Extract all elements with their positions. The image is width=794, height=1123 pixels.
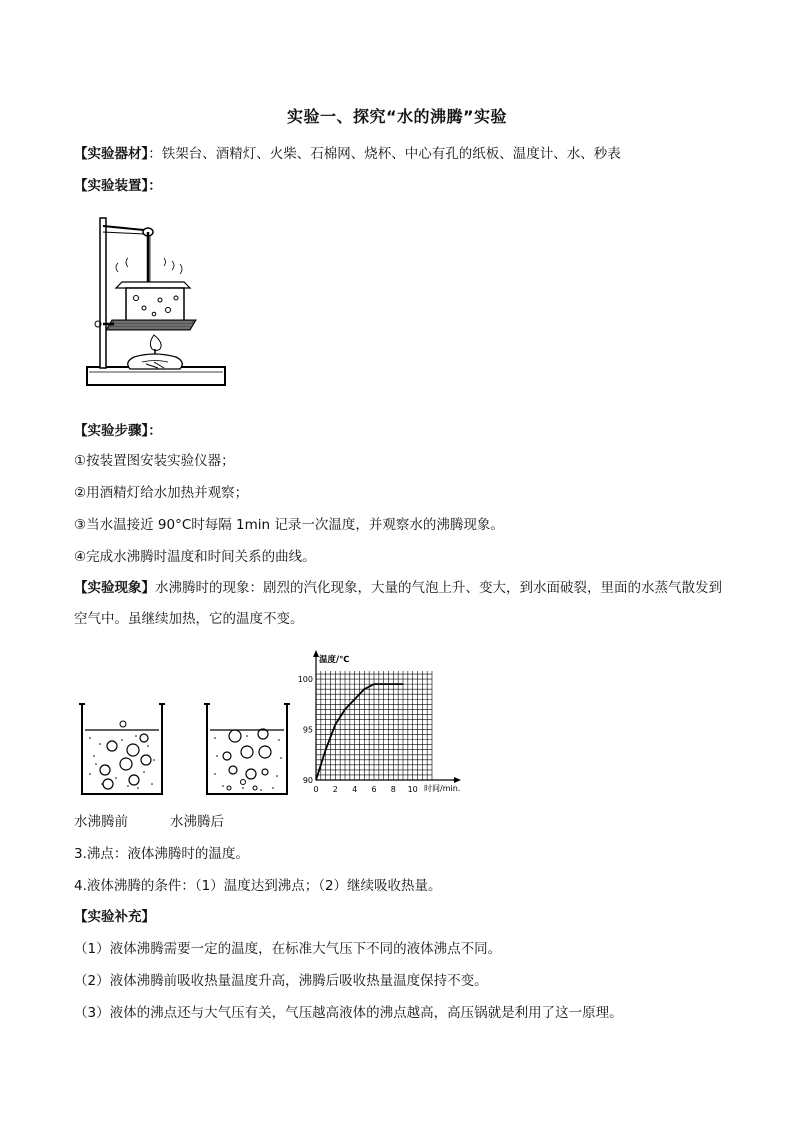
x-tick-label: 8 <box>390 785 396 794</box>
x-tick-label: 2 <box>332 785 338 794</box>
data-point <box>373 684 374 685</box>
caption-after: 水沸腾后 <box>170 814 224 830</box>
x-axis-arrow-icon <box>454 777 461 783</box>
data-point <box>335 724 336 725</box>
steps-label: 【实验步骤】 <box>74 423 149 439</box>
phenomenon-label: 【实验现象】 <box>74 580 155 596</box>
x-tick-label: 10 <box>407 785 418 794</box>
supplement-item-1: （1）液体沸腾需要一定的温度，在标准大气压下不同的液体沸点不同。 <box>74 941 502 957</box>
caption-before: 水沸腾前 <box>74 814 128 830</box>
data-point <box>393 684 394 685</box>
beaker-before-illustration <box>78 700 168 800</box>
phenomenon-paragraph <box>74 573 724 635</box>
data-point <box>344 709 345 710</box>
data-point <box>383 684 384 685</box>
y-tick-label: 95 <box>302 725 313 735</box>
x-tick-label: 4 <box>352 785 358 794</box>
materials-label: 【实验器材】 <box>74 146 149 162</box>
fact-boiling-conditions: 4.液体沸腾的条件：（1）温度达到沸点；（2）继续吸收热量。 <box>74 878 442 894</box>
data-point <box>325 749 326 750</box>
materials-text: ：铁架台、酒精灯、火柴、石棉网、烧杯、中心有孔的纸板、温度计、水、秒表 <box>148 146 621 162</box>
step-4: ④完成水沸腾时温度和时间关系的曲线。 <box>74 549 316 565</box>
supplement-label: 【实验补充】 <box>74 909 155 925</box>
y-tick-label: 100 <box>297 675 313 685</box>
x-tick-label: 6 <box>371 785 377 794</box>
page-title: 实验一、探究“水的沸腾”实验 <box>286 107 508 126</box>
data-point <box>315 779 316 780</box>
step-3: ③当水温接近 90°C时每隔 1min 记录一次温度，并观察水的沸腾现象。 <box>74 517 504 533</box>
temperature-time-chart <box>296 645 476 800</box>
y-axis-label: 温度/℃ <box>319 655 350 665</box>
y-tick-label: 90 <box>302 776 313 785</box>
data-point <box>354 699 355 700</box>
apparatus-illustration <box>84 212 229 394</box>
step-2: ②用酒精灯给水加热并观察； <box>74 485 249 501</box>
steps-colon: ： <box>148 423 162 439</box>
supplement-item-2: （2）液体沸腾前吸收热量温度升高，沸腾后吸收热量温度保持不变。 <box>74 973 488 989</box>
step-1: ①按装置图安装实验仪器； <box>74 453 235 469</box>
data-point <box>402 684 403 685</box>
apparatus-colon: ： <box>148 178 162 194</box>
steps-line <box>74 421 162 441</box>
x-tick-label: 0 <box>313 785 319 794</box>
fact-boiling-point: 3.沸点：液体沸腾时的温度。 <box>74 846 249 862</box>
apparatus-label: 【实验装置】 <box>74 178 149 194</box>
apparatus-line <box>74 176 162 196</box>
chart-grid <box>316 671 432 780</box>
beaker-after-illustration <box>203 700 293 800</box>
phenomenon-text: 水沸腾时的现象：剧烈的汽化现象，大量的气泡上升、变大，到水面破裂，里面的水蒸气散发到空气中。虽继续加热，它的温度不变。 <box>74 580 722 627</box>
data-point <box>364 689 365 690</box>
x-axis-label: 时间/min. <box>424 784 461 793</box>
materials-line <box>74 144 621 164</box>
supplement-item-3: （3）液体的沸点还与大气压有关，气压越高液体的沸点越高，高压锅就是利用了这一原理。 <box>74 1005 623 1021</box>
